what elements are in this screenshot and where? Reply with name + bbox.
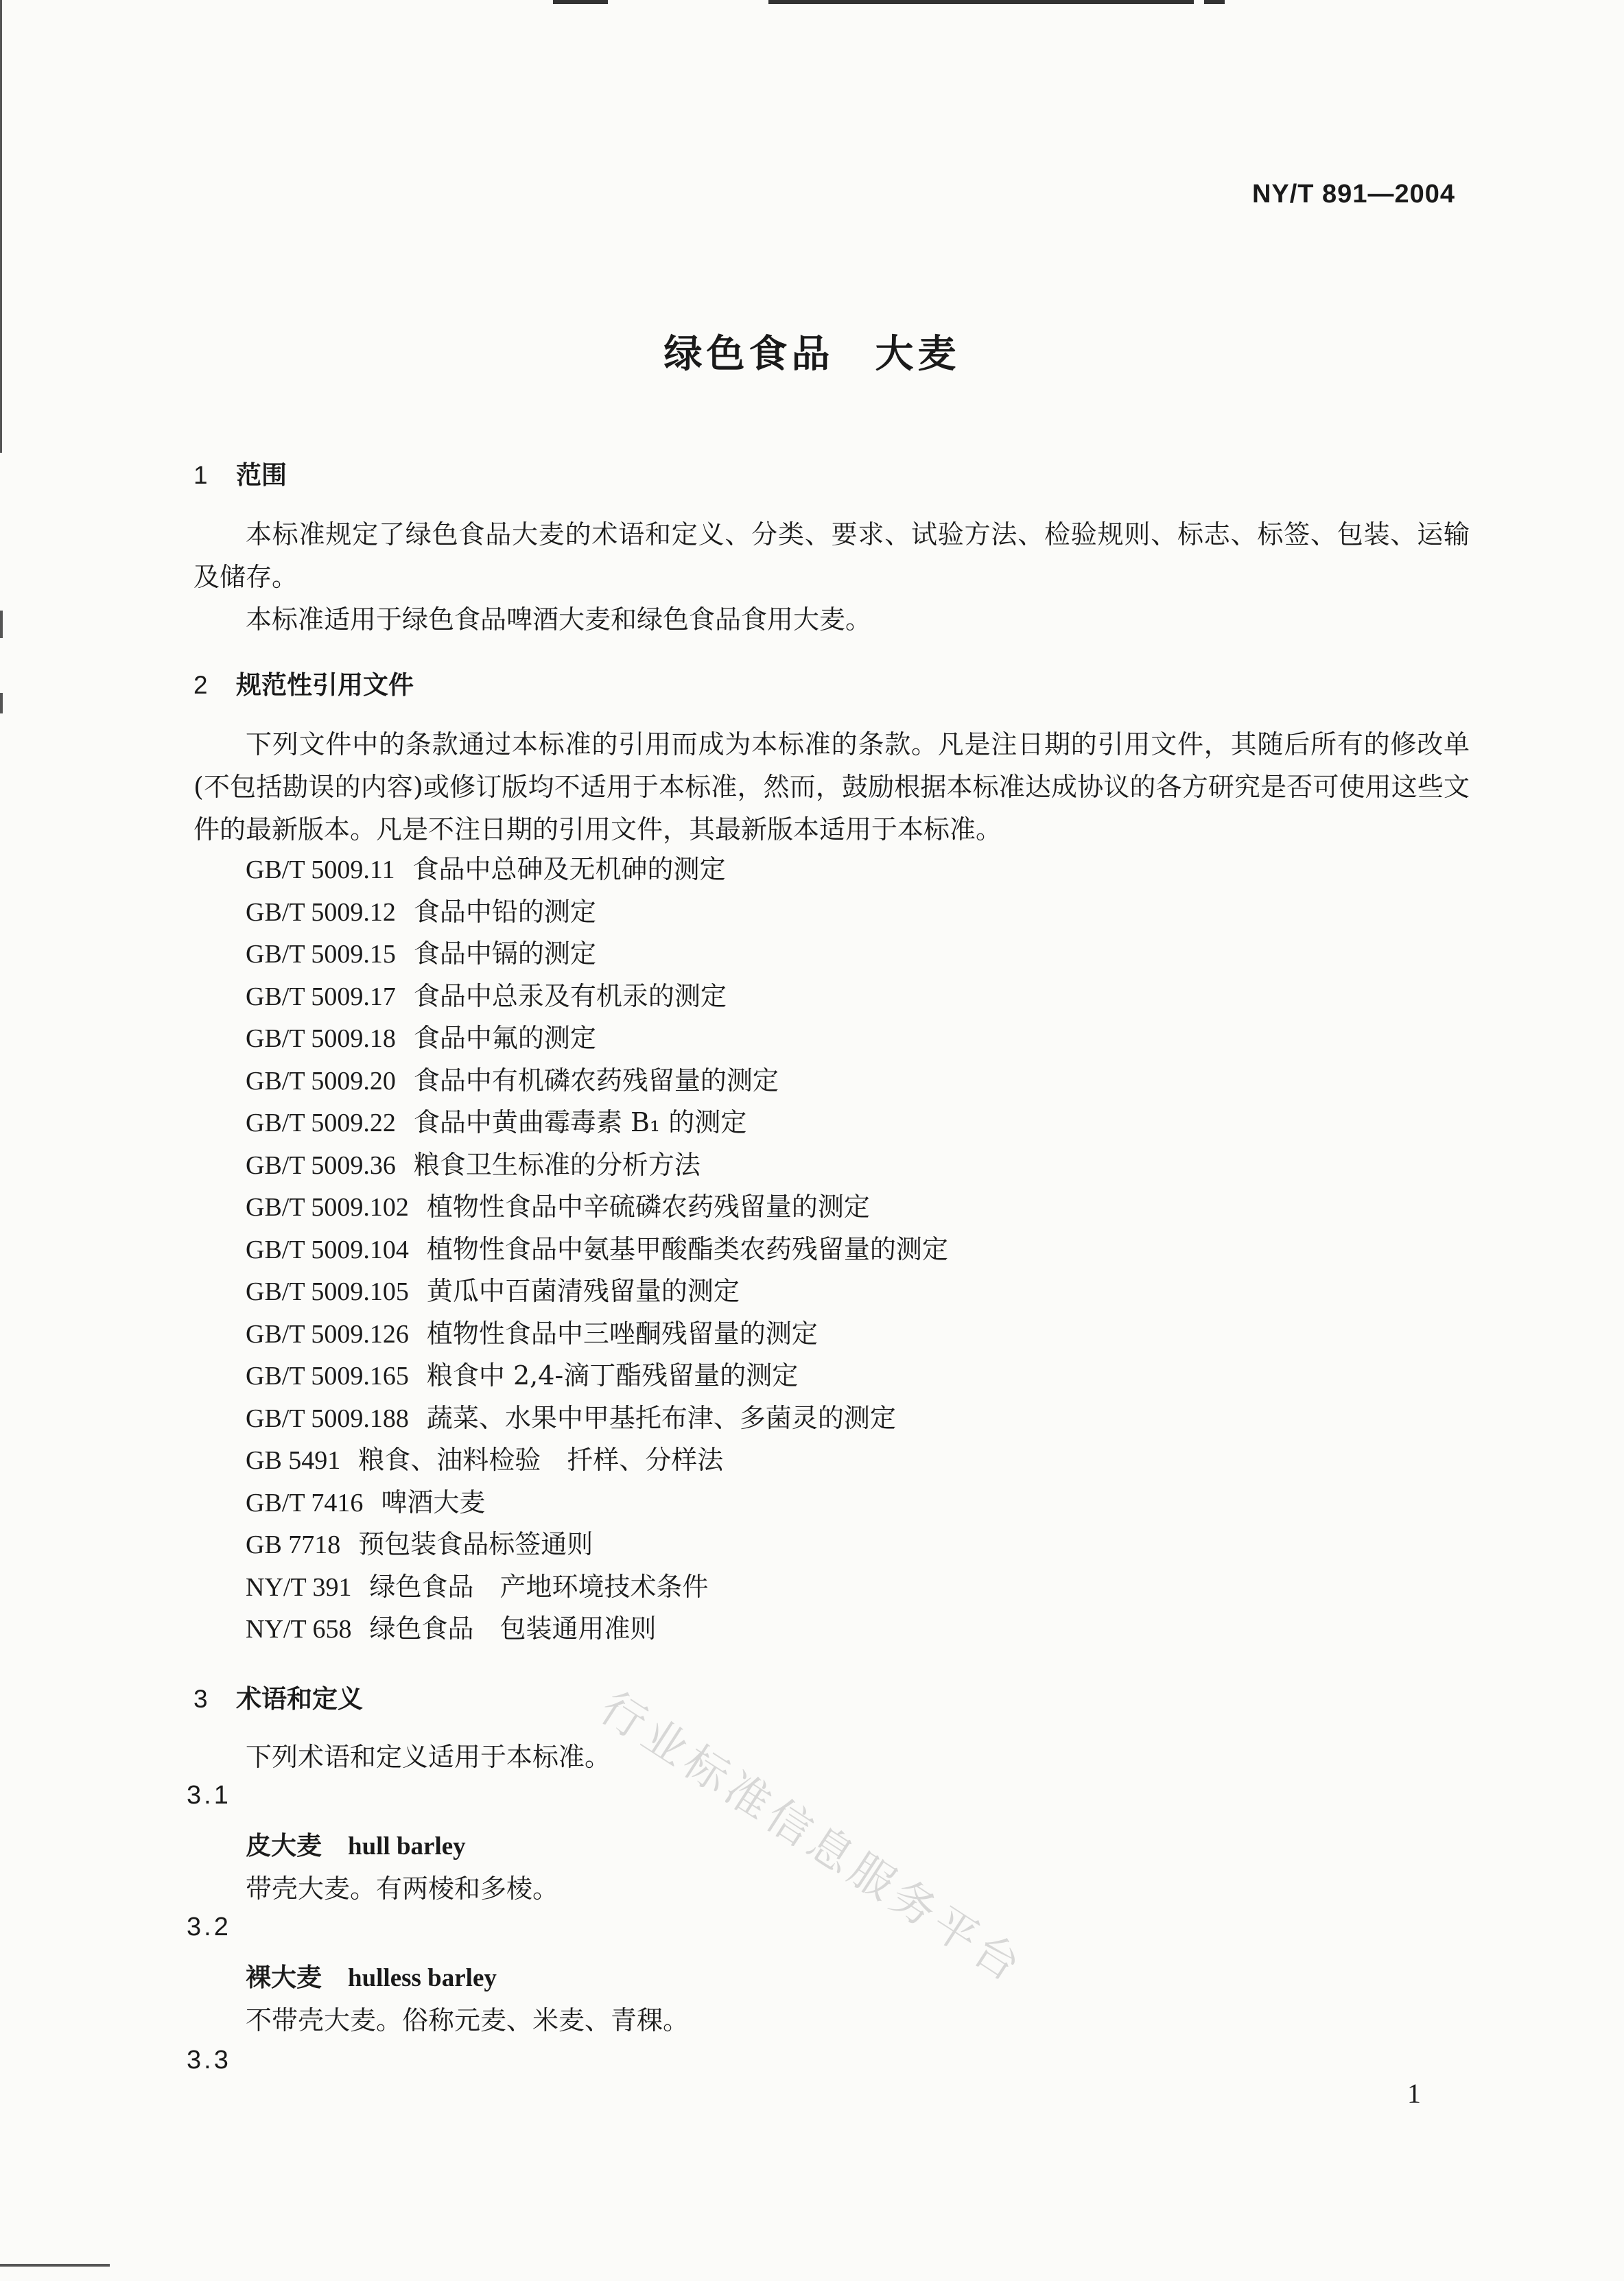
section-title: 规范性引用文件 [236, 670, 414, 700]
reference-item [246, 1313, 948, 1356]
reference-item [246, 1229, 948, 1271]
reference-list [246, 849, 948, 1651]
term-zh: 裸大麦 [246, 1963, 322, 1992]
reference-item [246, 1060, 948, 1102]
reference-item [246, 1270, 948, 1313]
normative-refs-intro: 下列文件中的条款通过本标准的引用而成为本标准的条款。凡是注日期的引用文件，其随后所有的修改单(不包括勘误的内容)或修订版均不适用于本标准，然而，鼓励根据本标准达成协议的各方研究是否可使用这些文件的最新版本。凡是不注日期的引用文件，其最新版本适用于本标准。 [193, 729, 1470, 844]
reference-item [246, 1524, 948, 1566]
reference-title: 食品中总砷及无机砷的测定 [412, 854, 726, 884]
section-heading-terms [193, 1678, 363, 1715]
watermark: 行业标准信息服务平台 [591, 1682, 1033, 1994]
term-heading [246, 1957, 497, 1994]
reference-title: 蔬菜、水果中甲基托布津、多菌灵的测定 [426, 1402, 896, 1433]
reference-code: GB/T 5009.165 [246, 1362, 409, 1391]
reference-code: GB/T 5009.22 [246, 1109, 396, 1137]
section-title: 范围 [236, 460, 287, 490]
reference-item [246, 933, 948, 976]
left-scan-mark [0, 611, 3, 638]
reference-title: 绿色食品 包装通用准则 [369, 1614, 657, 1644]
reference-title: 食品中有机磷农药残留量的测定 [413, 1065, 779, 1096]
term-en: hull barley [348, 1832, 466, 1860]
scope-paragraph-1: 本标准规定了绿色食品大麦的术语和定义、分类、要求、试验方法、检验规则、标志、标签、包装、运输及储存。 [193, 519, 1470, 592]
reference-title: 植物性食品中辛硫磷农药残留量的测定 [426, 1192, 870, 1222]
term-definition: 不带壳大麦。俗称元麦、米麦、青稞。 [246, 2005, 690, 2035]
reference-item [246, 1186, 948, 1229]
reference-item [246, 1566, 948, 1609]
reference-title: 粮食中 2,4-滴丁酯残留量的测定 [426, 1360, 799, 1391]
reference-item [246, 1608, 948, 1651]
reference-code: GB/T 5009.36 [246, 1150, 396, 1180]
title-part-1: 绿色食品 [663, 332, 834, 377]
reference-code: GB 7718 [246, 1530, 341, 1559]
clause-number: 3.3 [187, 2046, 231, 2075]
reference-title: 食品中总汞及有机汞的测定 [413, 980, 727, 1011]
reference-item [246, 1102, 948, 1144]
section-number: 1 [193, 461, 208, 489]
reference-code: GB/T 5009.18 [246, 1024, 396, 1053]
top-edge-rule [1204, 0, 1225, 4]
reference-title: 粮食、油料检验 扦样、分样法 [358, 1445, 724, 1475]
reference-code: GB/T 5009.11 [246, 855, 395, 884]
reference-code: GB/T 5009.126 [246, 1319, 409, 1349]
reference-title: 啤酒大麦 [381, 1487, 486, 1517]
terms-intro: 下列术语和定义适用于本标准。 [246, 1742, 611, 1772]
reference-title: 黄瓜中百菌清残留量的测定 [426, 1276, 740, 1306]
reference-title: 植物性食品中氨基甲酸酯类农药残留量的测定 [426, 1233, 948, 1264]
left-scan-mark [0, 693, 3, 713]
reference-title: 食品中氟的测定 [413, 1023, 596, 1053]
reference-item [246, 1482, 948, 1524]
reference-code: GB/T 7416 [246, 1488, 364, 1517]
term-zh: 皮大麦 [246, 1831, 322, 1860]
section-number: 2 [193, 671, 208, 699]
reference-item [246, 1144, 948, 1187]
term-heading [246, 1825, 466, 1862]
reference-code: GB 5491 [246, 1446, 341, 1475]
reference-code: GB/T 5009.17 [246, 982, 396, 1011]
reference-code: GB/T 5009.20 [246, 1066, 396, 1096]
reference-item [246, 976, 948, 1018]
clause-number: 3.2 [187, 1913, 231, 1941]
reference-title: 食品中黄曲霉毒素 B₁ 的测定 [413, 1107, 747, 1137]
reference-title: 植物性食品中三唑酮残留量的测定 [426, 1318, 818, 1349]
reference-item [246, 1439, 948, 1482]
reference-code: GB/T 5009.188 [246, 1404, 409, 1433]
reference-item [246, 1017, 948, 1060]
reference-code: NY/T 391 [246, 1572, 352, 1602]
reference-code: GB/T 5009.12 [246, 897, 396, 927]
reference-code: GB/T 5009.102 [246, 1193, 409, 1222]
top-edge-rule [768, 0, 1194, 4]
reference-item [246, 849, 948, 891]
reference-title: 食品中镉的测定 [413, 938, 596, 969]
reference-code: GB/T 5009.15 [246, 940, 396, 969]
term-en: hulless barley [348, 1964, 497, 1992]
reference-item [246, 891, 948, 934]
reference-item [246, 1355, 948, 1397]
reference-title: 预包装食品标签通则 [358, 1529, 593, 1559]
document-title [0, 324, 1624, 379]
section-number: 3 [193, 1685, 208, 1713]
standard-code: NY/T 891—2004 [1251, 180, 1455, 209]
scope-paragraph-2: 本标准适用于绿色食品啤酒大麦和绿色食品食用大麦。 [246, 604, 872, 635]
reference-code: GB/T 5009.105 [246, 1277, 409, 1306]
clause-number: 3.1 [187, 1781, 231, 1810]
reference-title: 绿色食品 产地环境技术条件 [369, 1571, 709, 1602]
bottom-scan-mark [0, 2264, 110, 2267]
top-edge-rule [553, 0, 608, 4]
reference-code: NY/T 658 [246, 1615, 352, 1644]
reference-item [246, 1397, 948, 1440]
section-heading-normative-refs [193, 664, 414, 701]
term-definition: 带壳大麦。有两棱和多棱。 [246, 1874, 559, 1904]
reference-title: 食品中铅的测定 [413, 896, 596, 927]
section-title: 术语和定义 [236, 1684, 363, 1714]
left-scan-edge [0, 0, 2, 453]
reference-code: GB/T 5009.104 [246, 1235, 409, 1264]
page-number: 1 [1407, 2078, 1421, 2109]
reference-title: 粮食卫生标准的分析方法 [413, 1149, 701, 1180]
title-part-2: 大麦 [875, 332, 961, 377]
section-heading-scope [193, 454, 287, 491]
